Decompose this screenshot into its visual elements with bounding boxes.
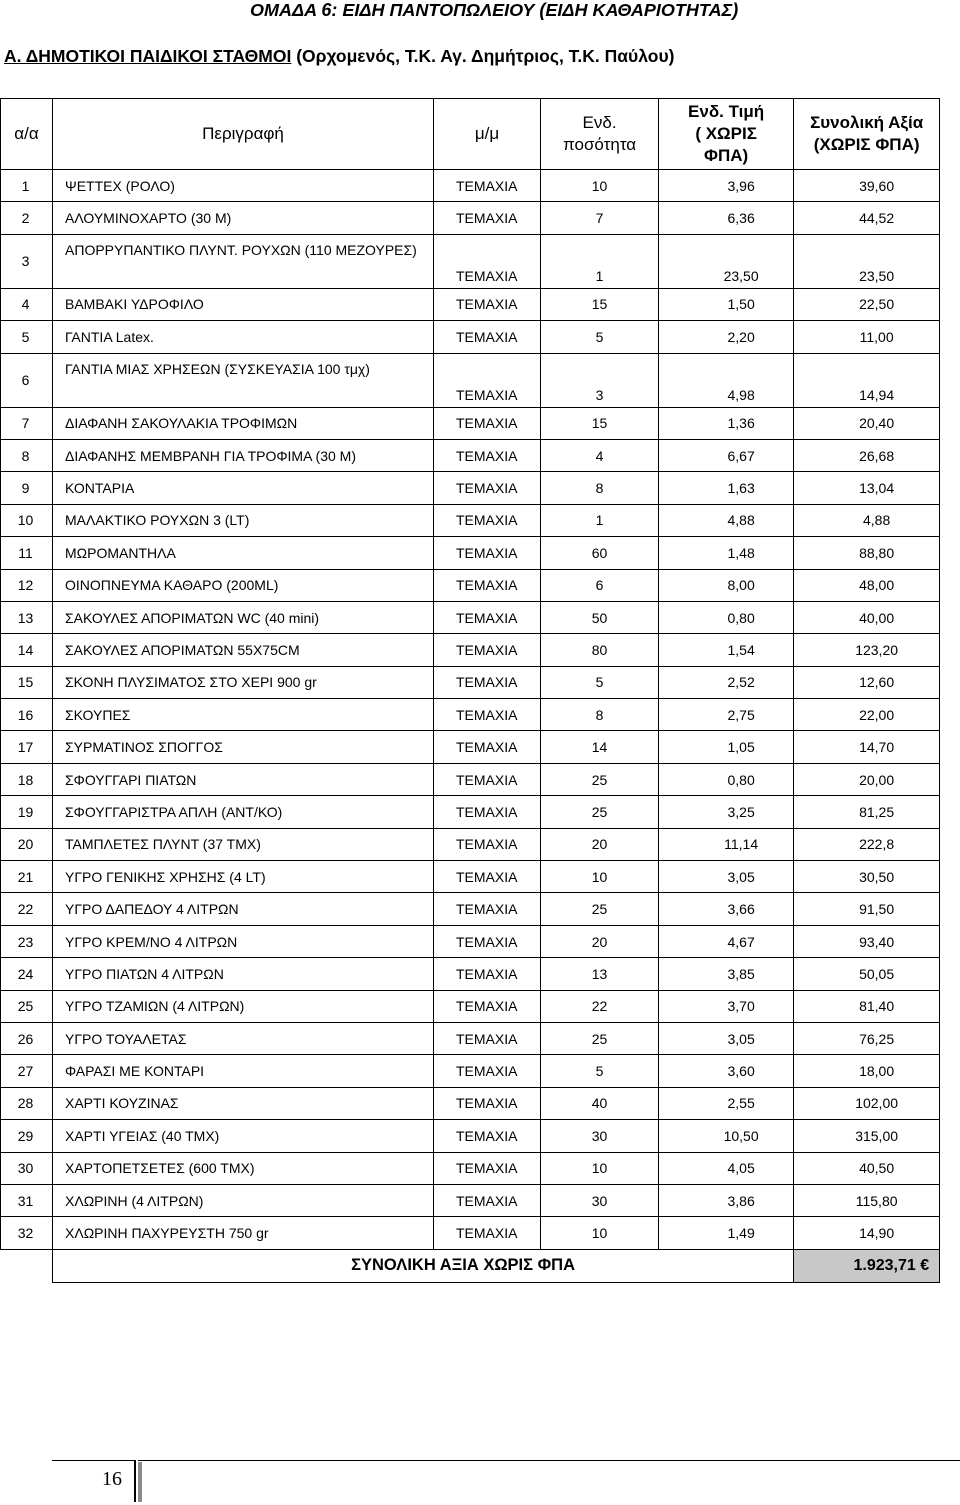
row-description: ΟΙΝΟΠΝΕΥΜΑ ΚΑΘΑΡΟ (200ML) (53, 569, 434, 601)
row-quantity: 25 (541, 796, 659, 828)
row-number: 1 (1, 170, 53, 202)
row-quantity: 15 (541, 407, 659, 439)
table-row (1, 925, 940, 957)
header-quantity: Ενδ. ποσότητα (541, 99, 659, 170)
table-row (1, 353, 940, 407)
row-unit-price: 3,05 (659, 861, 794, 893)
row-unit-price: 10,50 (659, 1120, 794, 1152)
row-description: ΨΕΤΤΕΧ (ΡΟΛΟ) (53, 170, 434, 202)
row-description: ΧΛΩΡΙΝΗ ΠΑΧΥΡΕΥΣΤΗ 750 gr (53, 1217, 434, 1249)
row-number: 3 (1, 234, 53, 288)
header-unit: μ/μ (434, 99, 541, 170)
row-number: 12 (1, 569, 53, 601)
row-unit: ΤΕΜΑΧΙΑ (434, 893, 541, 925)
row-description: ΜΑΛΑΚΤΙΚΟ ΡΟΥΧΩΝ 3 (LT) (53, 504, 434, 536)
row-unit: ΤΕΜΑΧΙΑ (434, 601, 541, 633)
row-description: ΣΚΟΥΠΕΣ (53, 699, 434, 731)
row-number: 9 (1, 472, 53, 504)
row-quantity: 40 (541, 1087, 659, 1119)
row-number: 5 (1, 321, 53, 353)
table-row (1, 504, 940, 536)
row-total: 123,20 (794, 634, 940, 666)
row-description: ΔΙΑΦΑΝΗΣ ΜΕΜΒΡΑΝΗ ΓΙΑ ΤΡΟΦΙΜΑ (30 Μ) (53, 439, 434, 471)
row-unit: ΤΕΜΑΧΙΑ (434, 537, 541, 569)
row-number: 22 (1, 893, 53, 925)
row-unit-price: 11,14 (659, 828, 794, 860)
row-total: 13,04 (794, 472, 940, 504)
row-total: 20,40 (794, 407, 940, 439)
row-unit-price: 3,96 (659, 170, 794, 202)
table-row (1, 537, 940, 569)
row-number: 26 (1, 1022, 53, 1054)
row-quantity: 13 (541, 958, 659, 990)
table-row (1, 1022, 940, 1054)
row-total: 102,00 (794, 1087, 940, 1119)
header-description: Περιγραφή (53, 99, 434, 170)
table-row (1, 472, 940, 504)
row-total: 14,94 (794, 353, 940, 407)
header-aa: α/α (1, 99, 53, 170)
table-row (1, 763, 940, 795)
row-description: ΤΑΜΠΛΕΤΕΣ ΠΛΥΝΤ (37 ΤΜΧ) (53, 828, 434, 860)
row-quantity: 5 (541, 666, 659, 698)
row-quantity: 50 (541, 601, 659, 633)
row-description: ΜΩΡΟΜΑΝΤΗΛΑ (53, 537, 434, 569)
row-description: ΓΑΝΤΙΑ ΜΙΑΣ ΧΡΗΣΕΩΝ (ΣΥΣΚΕΥΑΣΙΑ 100 τμχ) (53, 353, 434, 407)
row-number: 32 (1, 1217, 53, 1249)
table-body (1, 170, 940, 1250)
row-quantity: 30 (541, 1184, 659, 1216)
row-total: 22,00 (794, 699, 940, 731)
table-row (1, 170, 940, 202)
summary-spacer (1, 1249, 53, 1282)
row-unit: ΤΕΜΑΧΙΑ (434, 353, 541, 407)
row-description: ΧΑΡΤΙ ΥΓΕΙΑΣ (40 ΤΜΧ) (53, 1120, 434, 1152)
row-number: 4 (1, 288, 53, 320)
row-number: 21 (1, 861, 53, 893)
row-number: 10 (1, 504, 53, 536)
header-total: Συνολική Αξία (ΧΩΡΙΣ ΦΠΑ) (794, 99, 940, 170)
table-row (1, 731, 940, 763)
row-unit-price: 6,67 (659, 439, 794, 471)
row-description: ΑΛΟΥΜΙΝΟΧΑΡΤΟ (30 Μ) (53, 202, 434, 234)
row-quantity: 10 (541, 1217, 659, 1249)
row-number: 7 (1, 407, 53, 439)
table-row (1, 699, 940, 731)
row-unit-price: 0,80 (659, 601, 794, 633)
row-unit: ΤΕΜΑΧΙΑ (434, 796, 541, 828)
row-quantity: 10 (541, 170, 659, 202)
row-quantity: 15 (541, 288, 659, 320)
row-number: 8 (1, 439, 53, 471)
row-total: 12,60 (794, 666, 940, 698)
table-row (1, 202, 940, 234)
table-row (1, 634, 940, 666)
row-unit: ΤΕΜΑΧΙΑ (434, 861, 541, 893)
row-number: 31 (1, 1184, 53, 1216)
row-total: 40,00 (794, 601, 940, 633)
row-unit: ΤΕΜΑΧΙΑ (434, 1184, 541, 1216)
row-unit: ΤΕΜΑΧΙΑ (434, 234, 541, 288)
row-unit: ΤΕΜΑΧΙΑ (434, 472, 541, 504)
table-row (1, 1217, 940, 1249)
row-description: ΥΓΡΟ ΤΟΥΑΛΕΤΑΣ (53, 1022, 434, 1054)
group-title: ΟΜΑΔΑ 6: ΕΙΔΗ ΠΑΝΤΟΠΩΛΕΙΟΥ (ΕΙΔΗ ΚΑΘΑΡΙΟΤΗΤΑΣ) (250, 0, 739, 20)
row-description: ΣΥΡΜΑΤΙΝΟΣ ΣΠΟΓΓΟΣ (53, 731, 434, 763)
row-unit-price: 3,25 (659, 796, 794, 828)
table-row (1, 1055, 940, 1087)
row-unit-price: 1,63 (659, 472, 794, 504)
row-total: 18,00 (794, 1055, 940, 1087)
row-unit: ΤΕΜΑΧΙΑ (434, 439, 541, 471)
row-unit: ΤΕΜΑΧΙΑ (434, 958, 541, 990)
row-unit: ΤΕΜΑΧΙΑ (434, 407, 541, 439)
section-title-suffix: (Ορχομενός, Τ.Κ. Αγ. Δημήτριος, Τ.Κ. Παύλου) (291, 46, 675, 66)
row-unit-price: 3,05 (659, 1022, 794, 1054)
row-quantity: 7 (541, 202, 659, 234)
row-total: 48,00 (794, 569, 940, 601)
row-number: 30 (1, 1152, 53, 1184)
row-unit: ΤΕΜΑΧΙΑ (434, 925, 541, 957)
row-description: ΣΦΟΥΓΓΑΡΙΣΤΡΑ ΑΠΛΗ (ΑΝΤ/ΚΟ) (53, 796, 434, 828)
table-row (1, 861, 940, 893)
page-number: 16 (102, 1468, 122, 1490)
table-row (1, 569, 940, 601)
row-total: 11,00 (794, 321, 940, 353)
row-unit-price: 4,05 (659, 1152, 794, 1184)
row-unit-price: 1,05 (659, 731, 794, 763)
row-quantity: 22 (541, 990, 659, 1022)
row-description: ΣΑΚΟΥΛΕΣ ΑΠΟΡΙΜΑΤΩΝ WC (40 mini) (53, 601, 434, 633)
row-unit-price: 2,20 (659, 321, 794, 353)
row-total: 44,52 (794, 202, 940, 234)
footer-shadow (138, 1462, 142, 1502)
row-unit-price: 1,48 (659, 537, 794, 569)
row-unit: ΤΕΜΑΧΙΑ (434, 731, 541, 763)
row-unit: ΤΕΜΑΧΙΑ (434, 1217, 541, 1249)
section-title-prefix: Α. ΔΗΜΟΤΙΚΟΙ ΠΑΙΔΙΚΟΙ ΣΤΑΘΜΟΙ (4, 46, 292, 66)
summary-label: ΣΥΝΟΛΙΚΗ ΑΞΙΑ ΧΩΡΙΣ ΦΠΑ (53, 1249, 794, 1282)
row-unit: ΤΕΜΑΧΙΑ (434, 1152, 541, 1184)
summary-row (1, 1249, 940, 1282)
table-row (1, 990, 940, 1022)
row-unit: ΤΕΜΑΧΙΑ (434, 763, 541, 795)
row-unit: ΤΕΜΑΧΙΑ (434, 828, 541, 860)
row-description: ΣΑΚΟΥΛΕΣ ΑΠΟΡΙΜΑΤΩΝ 55Χ75CM (53, 634, 434, 666)
row-total: 88,80 (794, 537, 940, 569)
table-row (1, 1152, 940, 1184)
table-row (1, 893, 940, 925)
row-quantity: 25 (541, 1022, 659, 1054)
row-unit: ΤΕΜΑΧΙΑ (434, 504, 541, 536)
row-unit-price: 2,52 (659, 666, 794, 698)
row-number: 18 (1, 763, 53, 795)
row-description: ΥΓΡΟ ΓΕΝΙΚΗΣ ΧΡΗΣΗΣ (4 LT) (53, 861, 434, 893)
table-row (1, 601, 940, 633)
row-number: 13 (1, 601, 53, 633)
section-title (4, 46, 954, 67)
row-total: 40,50 (794, 1152, 940, 1184)
row-unit: ΤΕΜΑΧΙΑ (434, 1022, 541, 1054)
row-quantity: 10 (541, 861, 659, 893)
row-quantity: 25 (541, 893, 659, 925)
row-unit-price: 3,85 (659, 958, 794, 990)
row-number: 23 (1, 925, 53, 957)
row-description: ΣΚΟΝΗ ΠΛΥΣΙΜΑΤΟΣ ΣΤΟ ΧΕΡΙ 900 gr (53, 666, 434, 698)
row-number: 11 (1, 537, 53, 569)
row-unit-price: 4,88 (659, 504, 794, 536)
row-unit-price: 1,49 (659, 1217, 794, 1249)
row-description: ΥΓΡΟ ΔΑΠΕΔΟΥ 4 ΛΙΤΡΩΝ (53, 893, 434, 925)
table-row (1, 958, 940, 990)
row-number: 6 (1, 353, 53, 407)
row-total: 4,88 (794, 504, 940, 536)
row-unit: ΤΕΜΑΧΙΑ (434, 1087, 541, 1119)
row-total: 115,80 (794, 1184, 940, 1216)
row-quantity: 60 (541, 537, 659, 569)
row-quantity: 80 (541, 634, 659, 666)
row-number: 20 (1, 828, 53, 860)
row-unit-price: 3,70 (659, 990, 794, 1022)
row-quantity: 30 (541, 1120, 659, 1152)
row-number: 17 (1, 731, 53, 763)
row-quantity: 5 (541, 321, 659, 353)
row-total: 30,50 (794, 861, 940, 893)
row-unit-price: 4,67 (659, 925, 794, 957)
row-number: 16 (1, 699, 53, 731)
row-number: 29 (1, 1120, 53, 1152)
row-unit-price: 6,36 (659, 202, 794, 234)
row-total: 315,00 (794, 1120, 940, 1152)
row-description: ΚΟΝΤΑΡΙΑ (53, 472, 434, 504)
row-total: 93,40 (794, 925, 940, 957)
row-quantity: 20 (541, 925, 659, 957)
row-total: 20,00 (794, 763, 940, 795)
table-row (1, 796, 940, 828)
table-row (1, 288, 940, 320)
row-total: 22,50 (794, 288, 940, 320)
footer-page-box (52, 1460, 136, 1502)
row-number: 24 (1, 958, 53, 990)
row-description: ΔΙΑΦΑΝΗ ΣΑΚΟΥΛΑΚΙΑ ΤΡΟΦΙΜΩΝ (53, 407, 434, 439)
row-description: ΧΛΩΡΙΝΗ (4 ΛΙΤΡΩΝ) (53, 1184, 434, 1216)
table-row (1, 1120, 940, 1152)
header-unit-price: Ενδ. Τιμή ( ΧΩΡΙΣ ΦΠΑ) (659, 99, 794, 170)
row-description: ΥΓΡΟ ΠΙΑΤΩΝ 4 ΛΙΤΡΩΝ (53, 958, 434, 990)
row-unit: ΤΕΜΑΧΙΑ (434, 1055, 541, 1087)
row-unit-price: 8,00 (659, 569, 794, 601)
table-row (1, 828, 940, 860)
row-number: 2 (1, 202, 53, 234)
row-unit: ΤΕΜΑΧΙΑ (434, 666, 541, 698)
table-row (1, 439, 940, 471)
row-description: ΓΑΝΤΙΑ Latex. (53, 321, 434, 353)
row-quantity: 20 (541, 828, 659, 860)
table-row (1, 407, 940, 439)
row-unit: ΤΕΜΑΧΙΑ (434, 321, 541, 353)
row-description: ΑΠΟΡΡΥΠΑΝΤΙΚΟ ΠΛΥΝΤ. ΡΟΥΧΩΝ (110 ΜΕΖΟΥΡΕΣ) (53, 234, 434, 288)
row-quantity: 5 (541, 1055, 659, 1087)
row-description: ΥΓΡΟ ΤΖΑΜΙΩΝ (4 ΛΙΤΡΩΝ) (53, 990, 434, 1022)
row-total: 23,50 (794, 234, 940, 288)
header-row (1, 99, 940, 170)
row-number: 15 (1, 666, 53, 698)
table-row (1, 1184, 940, 1216)
row-total: 76,25 (794, 1022, 940, 1054)
row-quantity: 1 (541, 234, 659, 288)
row-description: ΦΑΡΑΣΙ ΜΕ ΚΟΝΤΑΡΙ (53, 1055, 434, 1087)
row-total: 81,40 (794, 990, 940, 1022)
footer-rule (138, 1460, 960, 1461)
table-row (1, 321, 940, 353)
row-unit-price: 2,75 (659, 699, 794, 731)
row-number: 25 (1, 990, 53, 1022)
row-unit-price: 23,50 (659, 234, 794, 288)
row-unit: ΤΕΜΑΧΙΑ (434, 569, 541, 601)
row-unit-price: 1,36 (659, 407, 794, 439)
row-unit: ΤΕΜΑΧΙΑ (434, 288, 541, 320)
row-description: ΥΓΡΟ ΚΡΕΜ/ΝΟ 4 ΛΙΤΡΩΝ (53, 925, 434, 957)
row-unit: ΤΕΜΑΧΙΑ (434, 699, 541, 731)
row-total: 39,60 (794, 170, 940, 202)
row-number: 27 (1, 1055, 53, 1087)
row-quantity: 10 (541, 1152, 659, 1184)
row-number: 19 (1, 796, 53, 828)
row-unit: ΤΕΜΑΧΙΑ (434, 990, 541, 1022)
row-unit-price: 3,86 (659, 1184, 794, 1216)
row-quantity: 25 (541, 763, 659, 795)
row-total: 14,70 (794, 731, 940, 763)
row-unit: ΤΕΜΑΧΙΑ (434, 170, 541, 202)
row-number: 14 (1, 634, 53, 666)
summary-value: 1.923,71 € (794, 1249, 940, 1282)
row-quantity: 14 (541, 731, 659, 763)
table-row (1, 234, 940, 288)
row-quantity: 1 (541, 504, 659, 536)
row-total: 91,50 (794, 893, 940, 925)
row-description: ΧΑΡΤΟΠΕΤΣΕΤΕΣ (600 ΤΜΧ) (53, 1152, 434, 1184)
row-description: ΒΑΜΒΑΚΙ ΥΔΡΟΦΙΛΟ (53, 288, 434, 320)
row-total: 14,90 (794, 1217, 940, 1249)
row-description: ΣΦΟΥΓΓΑΡΙ ΠΙΑΤΩΝ (53, 763, 434, 795)
row-total: 26,68 (794, 439, 940, 471)
row-total: 81,25 (794, 796, 940, 828)
row-quantity: 3 (541, 353, 659, 407)
row-quantity: 4 (541, 439, 659, 471)
row-total: 50,05 (794, 958, 940, 990)
items-table (0, 98, 940, 1283)
table-row (1, 1087, 940, 1119)
row-unit: ΤΕΜΑΧΙΑ (434, 634, 541, 666)
row-number: 28 (1, 1087, 53, 1119)
row-unit: ΤΕΜΑΧΙΑ (434, 1120, 541, 1152)
row-unit-price: 3,66 (659, 893, 794, 925)
row-quantity: 8 (541, 472, 659, 504)
row-quantity: 6 (541, 569, 659, 601)
row-description: ΧΑΡΤΙ ΚΟΥΖΙΝΑΣ (53, 1087, 434, 1119)
row-unit-price: 2,55 (659, 1087, 794, 1119)
row-unit-price: 3,60 (659, 1055, 794, 1087)
row-quantity: 8 (541, 699, 659, 731)
row-unit-price: 1,50 (659, 288, 794, 320)
row-total: 222,8 (794, 828, 940, 860)
row-unit-price: 0,80 (659, 763, 794, 795)
row-unit-price: 4,98 (659, 353, 794, 407)
row-unit-price: 1,54 (659, 634, 794, 666)
table-row (1, 666, 940, 698)
row-unit: ΤΕΜΑΧΙΑ (434, 202, 541, 234)
